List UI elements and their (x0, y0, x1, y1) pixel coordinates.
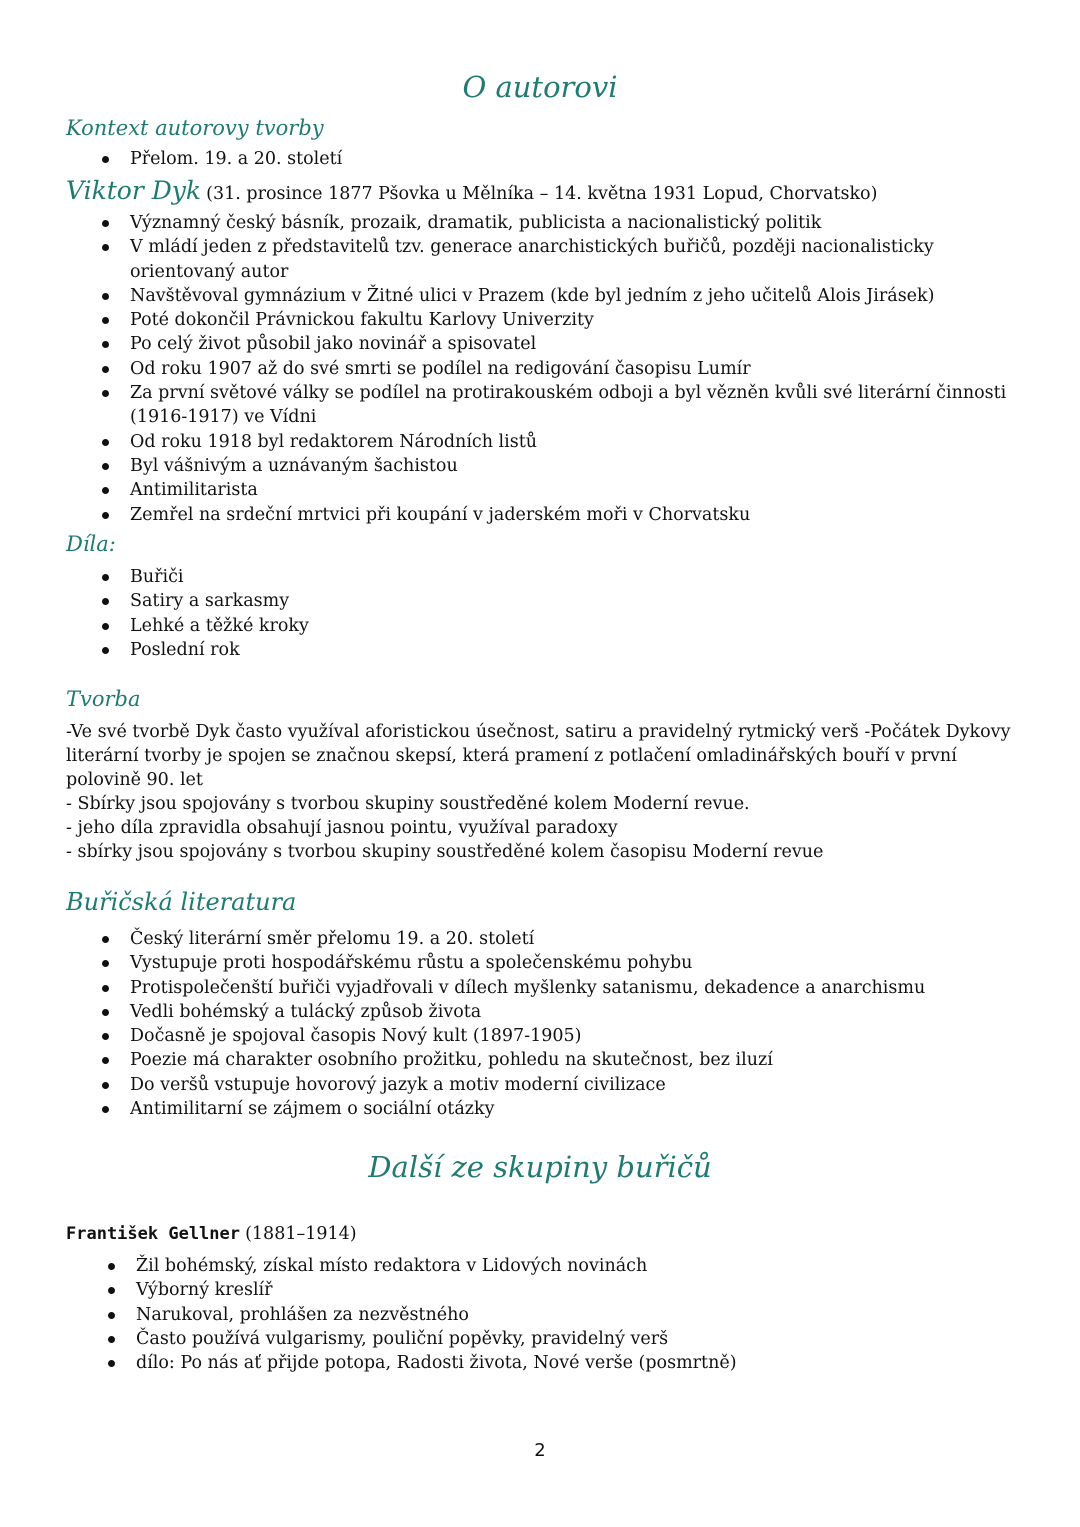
list-item: Výborný kreslíř (66, 1278, 1026, 1302)
gellner-line (66, 1224, 357, 1244)
list-item: Antimilitarista (66, 478, 1026, 502)
list-item: Poté dokončil Právnickou fakultu Karlovy Univerzity (66, 308, 1026, 332)
list-item: Od roku 1907 až do své smrti se podílel na redigování časopisu Lumír (66, 357, 1026, 381)
buric-list (66, 927, 1026, 1121)
list-item: Lehké a těžké kroky (66, 614, 1026, 638)
list-item: Přelom. 19. a 20. století (66, 147, 1046, 171)
tvorba-line: - Sbírky jsou spojovány s tvorbou skupiny soustředěné kolem Moderní revue. (66, 794, 750, 814)
author-list (66, 211, 1026, 527)
list-item: Od roku 1918 byl redaktorem Národních listů (66, 430, 1026, 454)
list-item: dílo: Po nás ať přijde potopa, Radosti života, Nové verše (posmrtně) (66, 1351, 1026, 1375)
list-item: Narukoval, prohlášen za nezvěstného (66, 1303, 1026, 1327)
list-item: Český literární směr přelomu 19. a 20. století (66, 927, 1026, 951)
gellner-dates: (1881–1914) (245, 1224, 357, 1244)
page-number: 2 (534, 1440, 546, 1461)
list-item: Poezie má charakter osobního prožitku, pohledu na skutečnost, bez iluzí (66, 1048, 1026, 1072)
tvorba-line: - jeho díla zpravidla obsahují jasnou pointu, využíval paradoxy (66, 818, 618, 838)
list-item: V mládí jeden z představitelů tzv. generace anarchistických buřičů, později nacionalisticky orientovaný autor (66, 235, 1026, 284)
list-item: Protispolečenští buřiči vyjadřovali v dílech myšlenky satanismu, dekadence a anarchismu (66, 976, 1026, 1000)
works-list (66, 565, 1026, 662)
gellner-name: František Gellner (66, 1224, 240, 1244)
tvorba-heading: Tvorba (66, 687, 141, 711)
list-item: Buřiči (66, 565, 1026, 589)
list-item: Často používá vulgarismy, pouliční popěvky, pravidelný verš (66, 1327, 1026, 1351)
tvorba-paragraph (66, 720, 1026, 864)
list-item: Vystupuje proti hospodářskému růstu a společenskému pohybu (66, 951, 1026, 975)
section-title: Další ze skupiny buřičů (368, 1150, 712, 1184)
author-dates: (31. prosince 1877 Pšovka u Mělníka – 14. května 1931 Lopud, Chorvatsko) (206, 184, 878, 204)
list-item: Po celý život působil jako novinář a spisovatel (66, 332, 1026, 356)
tvorba-line: - sbírky jsou spojovány s tvorbou skupiny soustředěné kolem časopisu Moderní revue (66, 842, 824, 862)
context-list (66, 147, 1046, 171)
works-heading: Díla: (66, 532, 116, 556)
list-item: Do veršů vstupuje hovorový jazyk a motiv moderní civilizace (66, 1073, 1026, 1097)
gellner-list (66, 1254, 1026, 1375)
list-item: Navštěvoval gymnázium v Žitné ulici v Prazem (kde byl jedním z jeho učitelů Alois Jirásek) (66, 284, 1026, 308)
list-item: Za první světové války se podílel na protirakouském odboji a byl vězněn kvůli své literární činnosti (1916-1917) ve Vídni (66, 381, 1026, 430)
buric-heading: Buřičská literatura (66, 888, 297, 916)
list-item: Žil bohémský, získal místo redaktora v Lidových novinách (66, 1254, 1026, 1278)
list-item: Dočasně je spojoval časopis Nový kult (1897-1905) (66, 1024, 1026, 1048)
list-item: Zemřel na srdeční mrtvici při koupání v jaderském moři v Chorvatsku (66, 503, 1026, 527)
list-item: Byl vášnivým a uznávaným šachistou (66, 454, 1026, 478)
list-item: Antimilitarní se zájmem o sociální otázky (66, 1097, 1026, 1121)
list-item: Poslední rok (66, 638, 1026, 662)
list-item: Významný český básník, prozaik, dramatik, publicista a nacionalistický politik (66, 211, 1026, 235)
author-line (66, 176, 1046, 205)
page-title: O autorovi (462, 70, 618, 104)
author-name: Viktor Dyk (66, 176, 202, 205)
tvorba-line: -Ve své tvorbě Dyk často využíval aforistickou úsečnost, satiru a pravidelný rytmický verš -Počátek Dykovy literární tvorby je spojen se značnou skepsí, která pramení z potlačení omladinářských bouří v první polovině 90. let (66, 722, 1011, 790)
list-item: Satiry a sarkasmy (66, 589, 1026, 613)
context-heading: Kontext autorovy tvorby (66, 116, 324, 140)
list-item: Vedli bohémský a tulácký způsob života (66, 1000, 1026, 1024)
